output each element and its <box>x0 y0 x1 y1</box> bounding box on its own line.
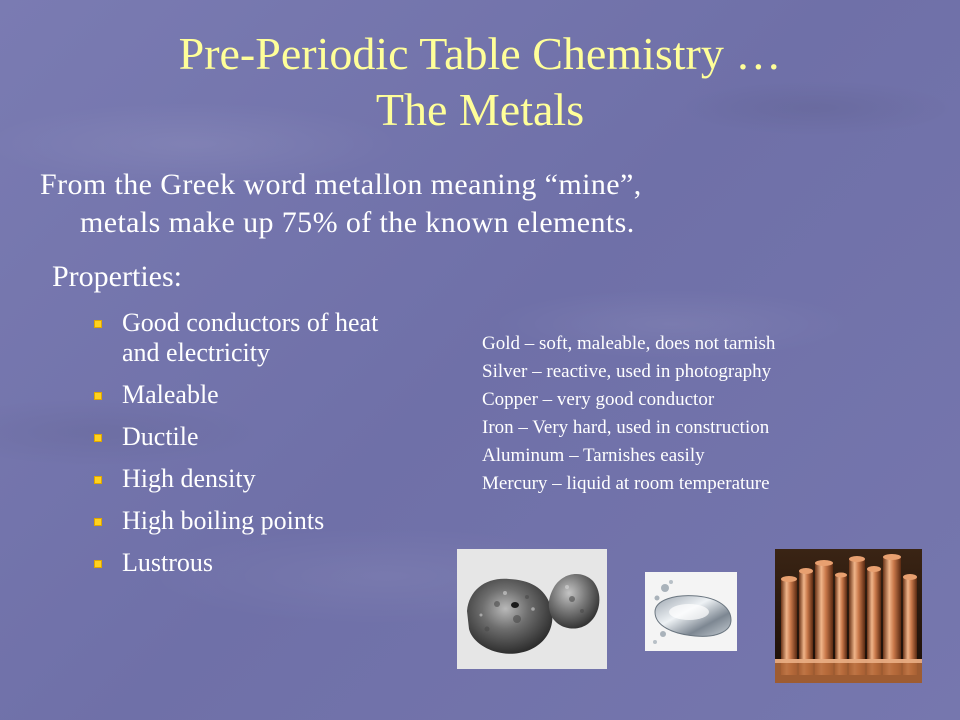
metal-notes <box>482 330 932 498</box>
metal-note-aluminum: Aluminum – Tarnishes easily <box>482 445 705 466</box>
mercury-droplet-photo <box>645 572 737 651</box>
slide-title-line-1: Pre-Periodic Table Chemistry … <box>178 28 782 79</box>
list-item <box>90 422 420 452</box>
bullet-icon <box>94 518 102 526</box>
properties-list <box>90 308 420 590</box>
slide-title <box>60 26 900 138</box>
list-item <box>90 464 420 494</box>
list-item <box>90 548 420 578</box>
bullet-icon <box>94 434 102 442</box>
copper-rods-photo <box>775 549 922 683</box>
metal-note-iron: Iron – Very hard, used in construction <box>482 417 770 438</box>
bullet-icon <box>94 560 102 568</box>
metal-note-silver: Silver – reactive, used in photography <box>482 361 772 382</box>
property-text: Good conductors of heat and electricity <box>122 308 379 367</box>
metal-ore-photo <box>457 549 607 669</box>
bullet-icon <box>94 476 102 484</box>
intro-text <box>40 166 920 242</box>
list-item <box>90 506 420 536</box>
metal-note-copper: Copper – very good conductor <box>482 389 715 410</box>
list-item <box>90 380 420 410</box>
bullet-icon <box>94 392 102 400</box>
bullet-icon <box>94 320 102 328</box>
slide-title-line-2: The Metals <box>375 84 585 135</box>
intro-line-1: From the Greek word metallon meaning “mine”, <box>40 168 642 201</box>
intro-line-2: metals make up 75% of the known elements. <box>80 206 635 239</box>
metal-note-mercury: Mercury – liquid at room temperature <box>482 473 770 494</box>
property-text: Lustrous <box>122 548 213 577</box>
property-text: Maleable <box>122 380 219 409</box>
metal-note-gold: Gold – soft, maleable, does not tarnish <box>482 333 776 354</box>
property-text: High boiling points <box>122 506 325 535</box>
property-text: High density <box>122 464 256 493</box>
properties-heading: Properties: <box>52 260 182 293</box>
list-item <box>90 308 420 368</box>
property-text: Ductile <box>122 422 199 451</box>
